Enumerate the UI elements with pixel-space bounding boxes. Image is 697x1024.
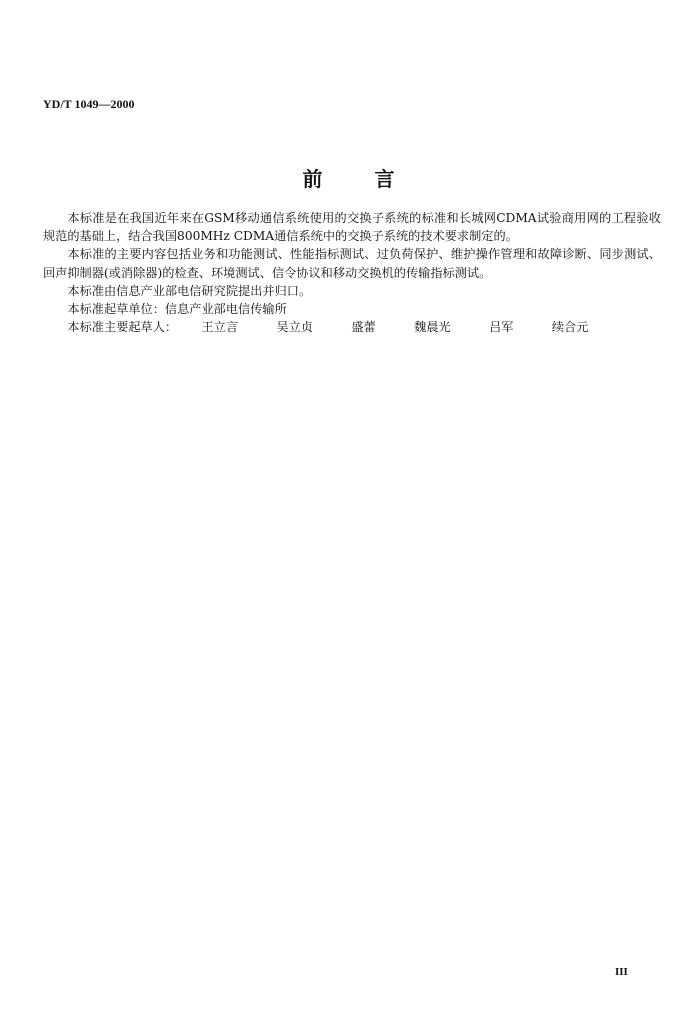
drafters-label: 本标准主要起草人： [67,320,178,335]
paragraph-content: 本标准的主要内容包括业务和功能测试、性能指标测试、过负荷保护、维护操作管理和故障诊断、同步测试、回声抑制器(或消除器)的检查、环境测试、信令协议和移动交换机的传输指标测试。 [43,247,661,280]
drafter-name: 吴立贞 [276,320,313,335]
paragraph-proposer: 本标准由信息产业部电信研究院提出并归口。 [67,283,312,298]
page-number: III [615,966,628,978]
page-title: 前言 [302,167,447,191]
paragraph-drafting-unit: 本标准起草单位：信息产业部电信传输所 [67,302,287,317]
standard-code: YD/T 1049—2000 [43,97,135,111]
document-body [43,209,661,336]
drafter-name: 续合元 [551,320,589,335]
drafter-name: 盛蕾 [351,320,376,335]
drafter-name: 魏晨光 [414,320,451,335]
drafters-line [43,318,661,336]
paragraph-basis: 本标准是在我国近年来在GSM移动通信系统使用的交换子系统的标准和长城网CDMA试验商用网的工程验收规范的基础上，结合我国800MHz CDMA通信系统中的交换子系统的技术要求制定的。 [43,211,661,244]
drafter-name: 吕军 [489,320,514,335]
drafter-name: 王立言 [201,320,239,335]
